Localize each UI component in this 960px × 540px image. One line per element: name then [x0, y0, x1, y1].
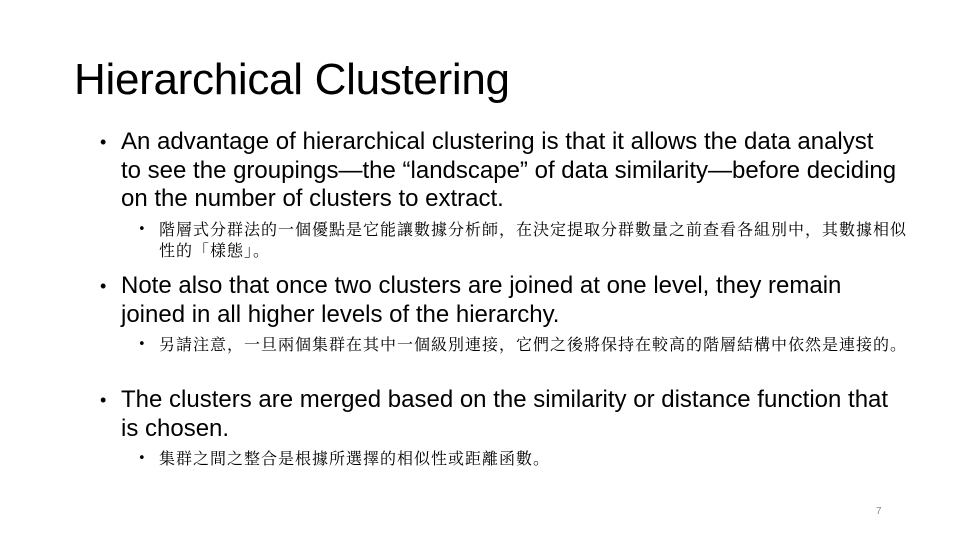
- sub-bullet-marker: •: [138, 337, 147, 352]
- bullet-2: [100, 272, 900, 329]
- bullet-marker: •: [100, 390, 107, 410]
- bullet-3-text: The clusters are merged based on the similarity or distance function that is chosen.: [121, 386, 889, 442]
- sub-bullet-marker: •: [138, 451, 147, 466]
- sub-bullet-3: [138, 448, 908, 469]
- sub-bullet-2-text: 另請注意，一旦兩個集群在其中一個級別連接，它們之後將保持在較高的階層結構中依然是連接的。: [159, 335, 908, 354]
- sub-bullet-1: [138, 219, 908, 261]
- bullet-1-text: An advantage of hierarchical clustering is that it allows the data analyst to see the groupings—the “landscape” of data similarity—before deciding on the number of clusters to extract.: [121, 128, 897, 212]
- bullet-1: [100, 128, 900, 214]
- bullet-2-text: Note also that once two clusters are joined at one level, they remain joined in all higher levels of the hierarchy.: [121, 272, 842, 328]
- sub-bullet-1-text: 階層式分群法的一個優點是它能讓數據分析師，在決定提取分群數量之前查看各組別中，其數據相似性的「樣態」。: [159, 220, 908, 260]
- sub-bullet-marker: •: [138, 222, 147, 237]
- page-number: 7: [876, 506, 882, 517]
- sub-bullet-2: [138, 334, 908, 355]
- slide-title: Hierarchical Clustering: [74, 55, 510, 104]
- bullet-marker: •: [100, 276, 107, 296]
- bullet-3: [100, 386, 900, 443]
- bullet-marker: •: [100, 132, 107, 152]
- sub-bullet-3-text: 集群之間之整合是根據所選擇的相似性或距離函數。: [159, 449, 551, 468]
